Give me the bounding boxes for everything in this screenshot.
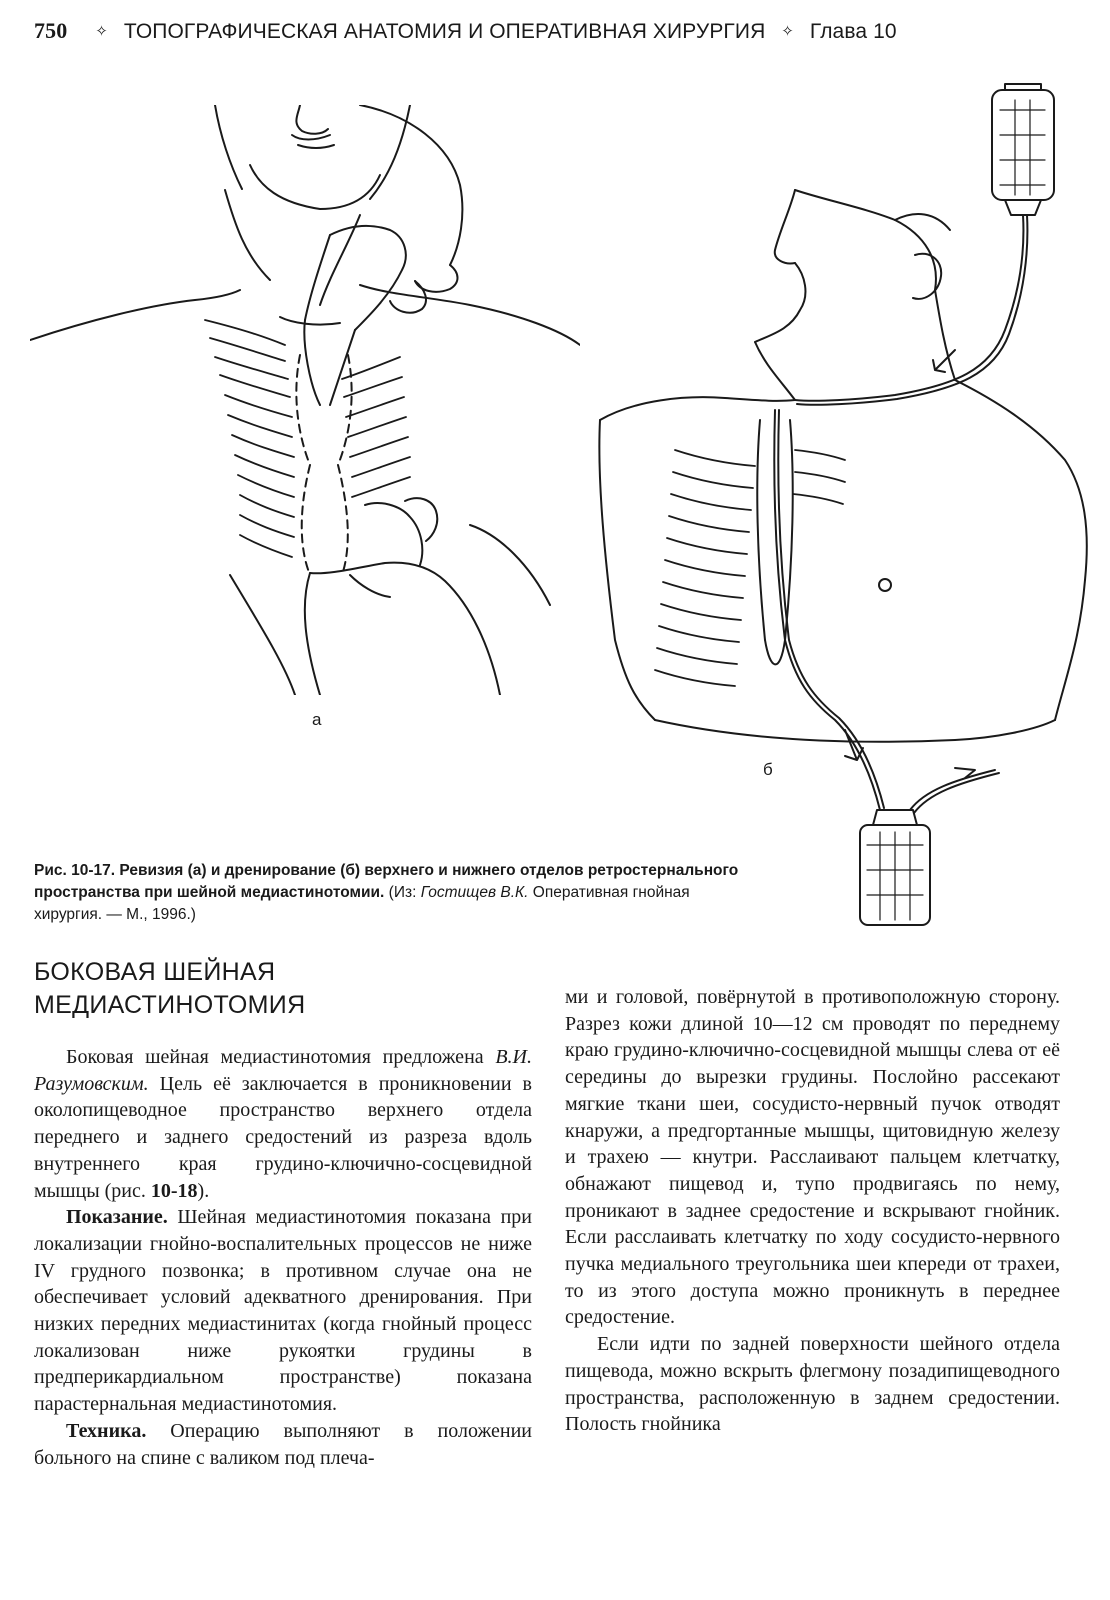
caption-source-rest: Оперативная гнойная хирургия. — М., 1996.) <box>34 884 690 923</box>
text-column-right <box>565 984 1060 1438</box>
section-heading-line: БОКОВАЯ ШЕЙНАЯ <box>34 958 276 986</box>
caption-title: Ревизия (а) и дренирование (б) верхнего и нижнего отделов ретростернального пространства при шейной медиастинотомии. <box>34 862 739 901</box>
text-run: Если идти по задней поверхности шейного отдела пищевода, можно вскрыть флегмону позадипищеводного пространства, расположенную в заднем средостении. Полость гнойника <box>565 1333 1060 1436</box>
run-in-heading: Показание. <box>66 1206 168 1229</box>
text-column-left <box>34 1044 532 1471</box>
figure-a-illustration <box>30 105 580 729</box>
paragraph <box>565 1331 1060 1438</box>
separator-glyph: ✧ <box>781 23 794 40</box>
figure-b-label: б <box>763 760 773 779</box>
section-heading <box>34 956 534 1022</box>
caption-source-prefix: (Из: <box>388 884 421 901</box>
text-run: ми и головой, повёрнутой в противоположную сторону. Разрез кожи длиной 10—12 см проводят по переднему краю грудино-ключично-сосцевидной мышцы слева от её середины до вырезки грудины. Послойно рассекают мягкие ткани шеи, сосудисто-нервный пучок отводят кнаружи, а предгортанные мышцы, щитовидную железу и трахею — кнутри. Расслаивают пальцем клетчатку, обнажают пищевод и, тупо продвигаясь по нему, проникают в заднее средостение и вскрывают гнойник. Если расслаивать клетчатку по ходу сосудисто-нервного пучка медиального треугольника шеи кпереди от трахеи, то из этого доступа можно проникнуть в переднее средостение. <box>565 986 1060 1329</box>
section-heading-line: МЕДИАСТИНОТОМИЯ <box>34 991 306 1019</box>
chapter-label: Глава 10 <box>809 20 897 43</box>
paragraph <box>34 1204 532 1418</box>
figure-a-label: а <box>312 710 322 729</box>
paragraph <box>34 1418 532 1471</box>
text-run: Цель её заключается в проникновении в околопищеводное пространство верхнего отдела переднего и заднего средостений из разреза вдоль внутреннего края грудино-ключично-сосцевидной мышцы (рис. <box>34 1072 532 1202</box>
author-name: В.И. Разумовским. <box>34 1046 532 1095</box>
book-title: ТОПОГРАФИЧЕСКАЯ АНАТОМИЯ И ОПЕРАТИВНАЯ ХИРУРГИЯ <box>123 20 766 43</box>
text-run: Операцию выполняют в положении больного на спине с валиком под плеча- <box>34 1419 532 1469</box>
running-header <box>34 18 1084 44</box>
paragraph-continuation <box>565 984 1060 1331</box>
text-run: Шейная медиастинотомия показана при локализации гнойно-воспалительных процессов не ниже IV грудного позвонка; в противном случае она не обеспечивает условий адекватного дренирования. При низких передних медиастинитах (когда гнойный процесс локализован ниже рукоятки грудины в предперикардиальном пространстве) показана парастернальная медиастинотомия. <box>34 1206 532 1416</box>
text-run: Боковая шейная медиастинотомия предложена <box>66 1046 496 1068</box>
figure-b-illustration <box>595 80 1095 960</box>
text-run: ). <box>197 1179 210 1202</box>
paragraph <box>34 1044 532 1204</box>
separator-glyph: ✧ <box>95 23 108 40</box>
caption-source-author: Гостищев В.К. <box>420 884 529 901</box>
caption-number: Рис. 10-17. <box>34 862 116 879</box>
figure-reference: 10-18 <box>150 1179 198 1202</box>
page-number: 750 <box>34 18 68 43</box>
figure-caption <box>34 860 754 926</box>
run-in-heading: Техника. <box>66 1419 147 1442</box>
